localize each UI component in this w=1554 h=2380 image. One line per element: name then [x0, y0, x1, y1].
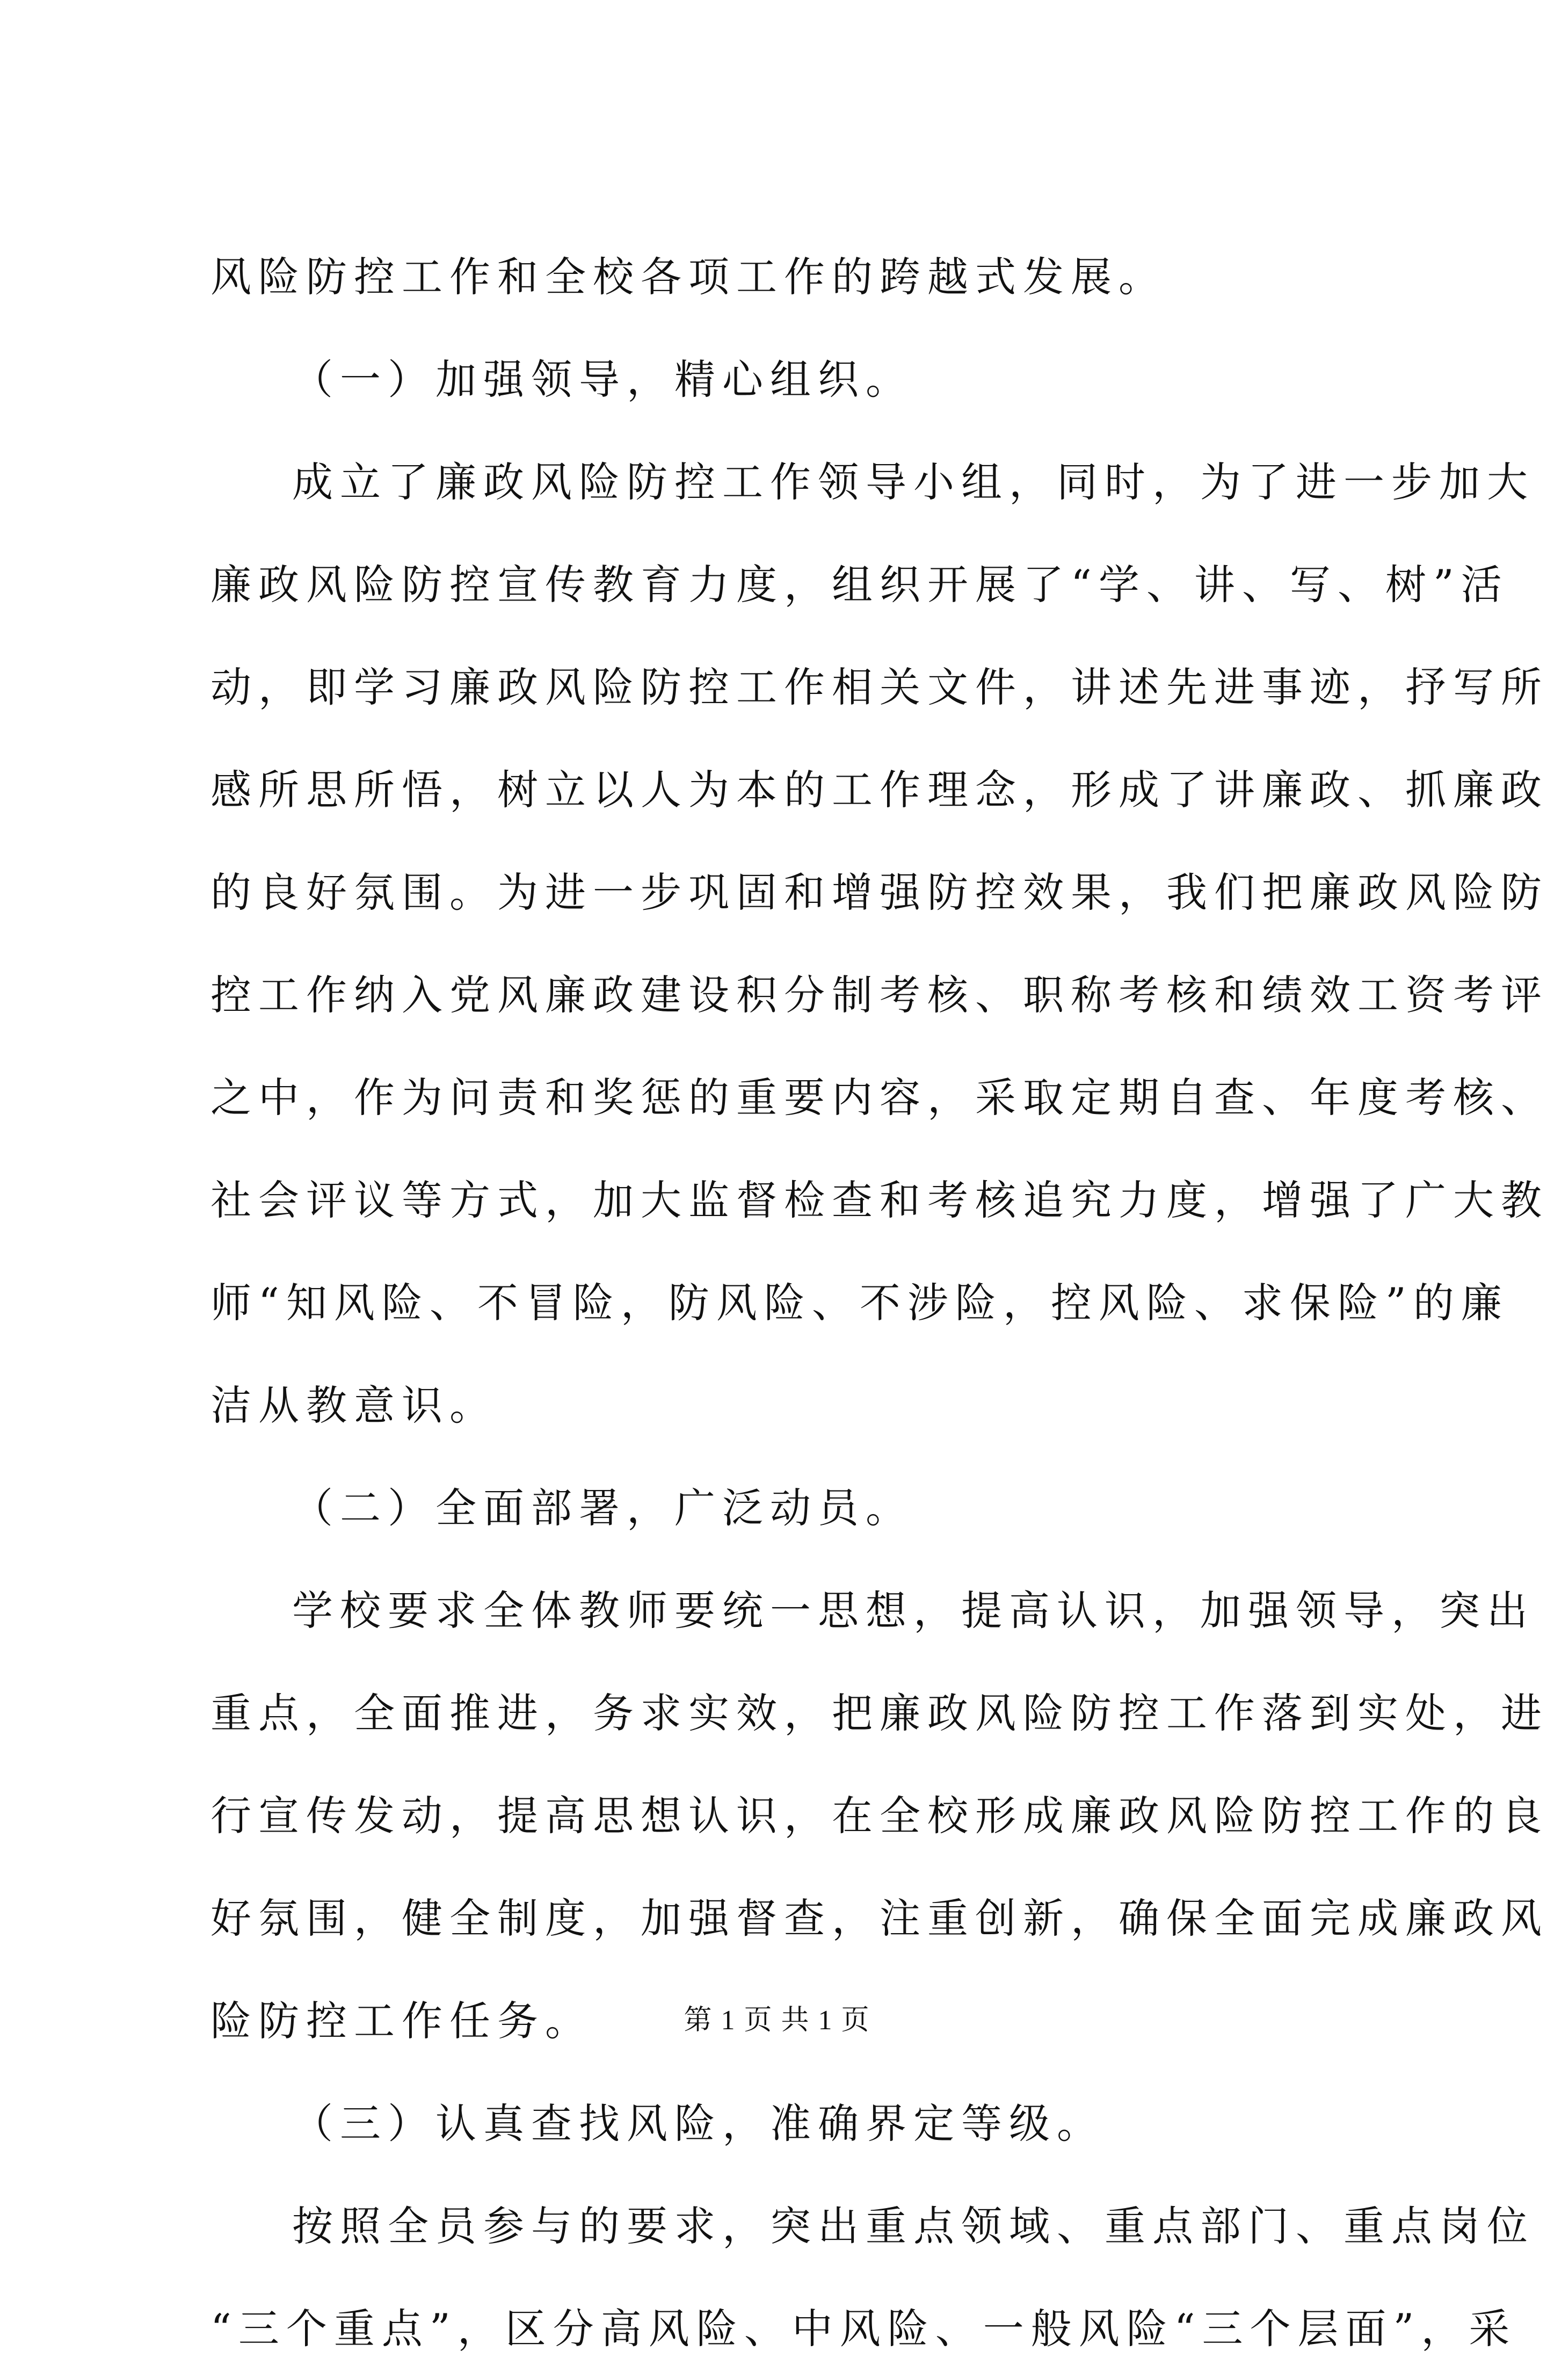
text-line: 师“知风险、不冒险，防风险、不涉险，控风险、求保险”的廉 — [210, 1279, 1509, 1327]
text-line: 按照全员参与的要求，突出重点领域、重点部门、重点岗位 — [292, 2202, 1535, 2250]
text-line: 社会评议等方式，加大监督检查和考核追究力度，增强了广大教 — [210, 1176, 1549, 1224]
text-line: 险防控工作任务。 — [210, 1997, 593, 2045]
text-line: 行宣传发动，提高思想认识，在全校形成廉政风险防控工作的良 — [210, 1792, 1549, 1840]
text-line: 廉政风险防控宣传教育力度，组织开展了“学、讲、写、树”活 — [210, 561, 1509, 609]
text-line: 成立了廉政风险防控工作领导小组，同时，为了进一步加大 — [292, 458, 1535, 506]
text-line: 风险防控工作和全校各项工作的跨越式发展。 — [210, 253, 1166, 301]
document-body — [210, 226, 1549, 2380]
text-line: 之中，作为问责和奖惩的重要内容，采取定期自查、年度考核、 — [210, 1074, 1549, 1122]
text-line: 动，即学习廉政风险防控工作相关文件，讲述先进事迹，抒写所 — [210, 663, 1549, 711]
text-line: “三个重点”，区分高风险、中风险、一般风险“三个层面”，采 — [210, 2305, 1517, 2353]
text-line: 学校要求全体教师要统一思想，提高认识，加强领导，突出 — [292, 1587, 1535, 1634]
page-footer: 第 1 页 共 1 页 — [684, 2005, 870, 2036]
text-line: 的良好氛围。为进一步巩固和增强防控效果，我们把廉政风险防 — [210, 869, 1549, 916]
text-line: 洁从教意识。 — [210, 1381, 497, 1429]
text-line: 好氛围，健全制度，加强督查，注重创新，确保全面完成廉政风 — [210, 1894, 1549, 1942]
text-line: 感所思所悟，树立以人为本的工作理念，形成了讲廉政、抓廉政 — [210, 766, 1549, 814]
text-line: 控工作纳入党风廉政建设积分制考核、职称考核和绩效工资考评 — [210, 971, 1549, 1019]
section-heading-3: （三）认真查找风险，准确界定等级。 — [292, 2100, 1105, 2147]
text-line: 重点，全面推进，务求实效，把廉政风险防控工作落到实处，进 — [210, 1689, 1549, 1737]
section-heading-2: （二）全面部署，广泛动员。 — [292, 1484, 913, 1532]
section-heading-1: （一）加强领导，精心组织。 — [292, 356, 913, 403]
